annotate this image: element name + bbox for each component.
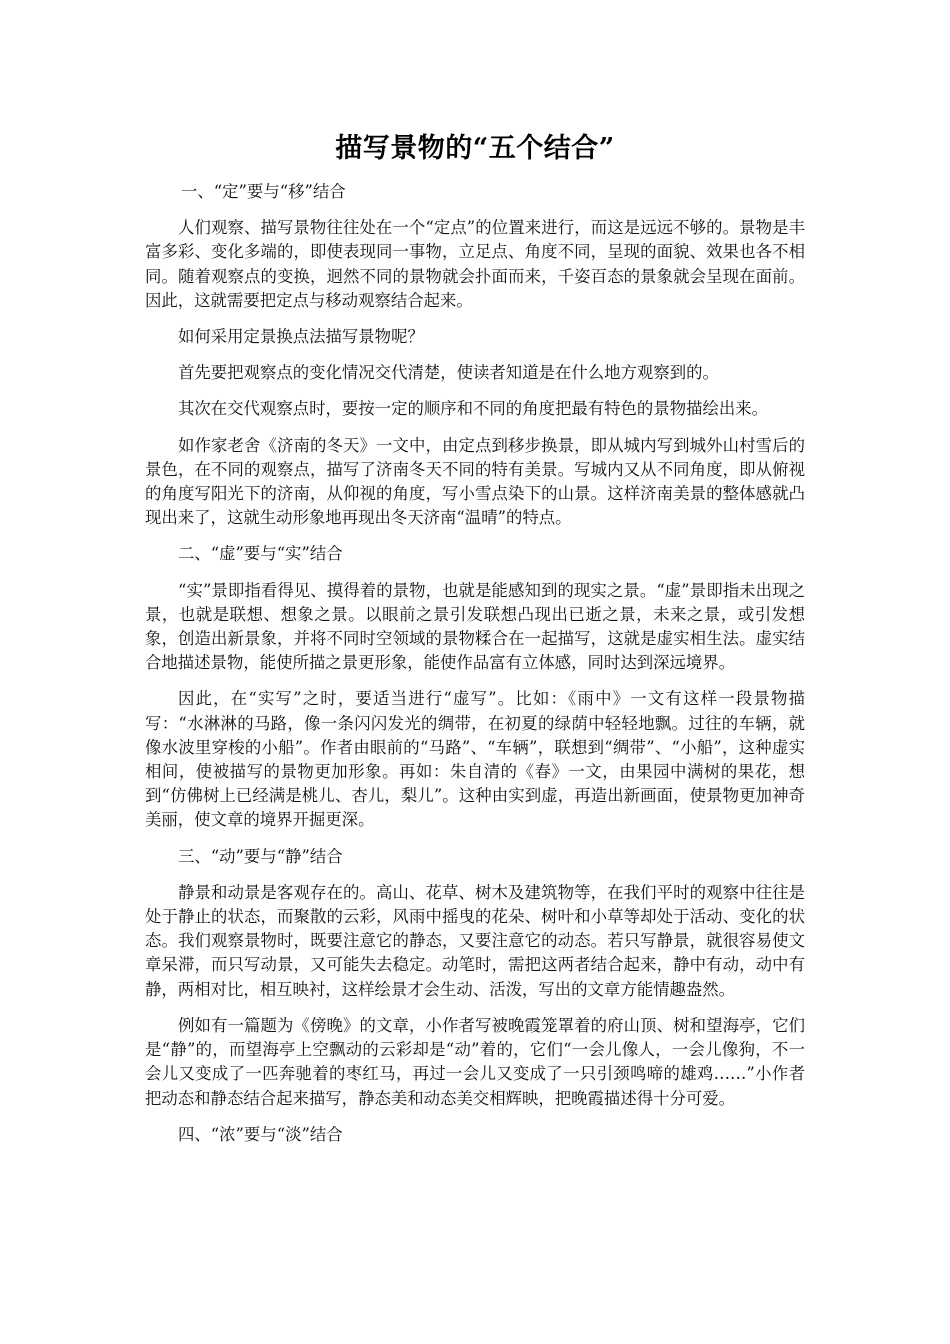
section-heading-2: 二、“虚”要与“实”结合 [178,544,343,564]
paragraph: 如作家老舍《济南的冬天》一文中，由定点到移步换景，即从城内写到城外山村雪后的景色，在不同的观察点，描写了济南冬天不同的特有美景。写城内又从不同角度，即从俯视的角度写阳光下的济南，从仰视的角度，写小雪点染下的山景。这样济南美景的整体感就凸现出来了，这就生动形象地再现出冬天济南“温晴”的特点。 [145,435,805,528]
section-heading-4: 四、“浓”要与“淡”结合 [178,1124,343,1144]
paragraph: 首先要把观察点的变化情况交代清楚，使读者知道是在什么地方观察到的。 [178,363,719,383]
paragraph: 静景和动景是客观存在的。高山、花草、树木及建筑物等，在我们平时的观察中往往是处于静止的状态，而聚散的云彩，风雨中摇曳的花朵、树叶和小草等却处于活动、变化的状态。我们观察景物时，既要注意它的静态，又要注意它的动态。若只写静景，就很容易使文章呆滞，而只写动景，又可能失去稳定。动笔时，需把这两者结合起来，静中有动，动中有静，两相对比，相互映衬，这样绘景才会生动、活泼，写出的文章方能情趣盎然。 [145,882,805,999]
paragraph: “实”景即指看得见、摸得着的景物，也就是能感知到的现实之景。“虚”景即指未出现之景，也就是联想、想象之景。以眼前之景引发联想凸现出已逝之景，未来之景，或引发想象，创造出新景象，并将不同时空领域的景物糅合在一起描写，这就是虚实相生法。虚实结合地描述景物，能使所描之景更形象，能使作品富有立体感，同时达到深远境界。 [145,580,805,673]
document-body [145,180,805,1159]
paragraph: 因此，在“实写”之时，要适当进行“虚写”。比如：《雨中》一文有这样一段景物描写：“水淋淋的马路，像一条闪闪发光的绸带，在初夏的绿荫中轻轻地飘。过往的车辆，就像水波里穿梭的小船”。作者由眼前的“马路”、“车辆”，联想到“绸带”、“小船”，这种虚实相间，使被描写的景物更加形象。再如：朱自清的《春》一文，由果园中满树的果花，想到“仿佛树上已经满是桃儿、杏儿，梨儿”。这种由实到虚，再造出新画面，使景物更加神奇美丽，使文章的境界开掘更深。 [145,689,805,830]
document-title: 描写景物的“五个结合” [335,133,615,164]
paragraph: 其次在交代观察点时，要按一定的顺序和不同的角度把最有特色的景物描绘出来。 [178,399,769,419]
paragraph: 人们观察、描写景物往往处在一个“定点”的位置来进行，而这是远远不够的。景物是丰富多彩、变化多端的，即使表现同一事物，立足点、角度不同，呈现的面貌、效果也各不相同。随着观察点的变换，迥然不同的景物就会扑面而来，千姿百态的景象就会呈现在面前。因此，这就需要把定点与移动观察结合起来。 [145,218,805,310]
section-heading-3: 三、“动”要与“静”结合 [178,846,343,866]
paragraph: 例如有一篇题为《傍晚》的文章，小作者写被晚霞笼罩着的府山顶、树和望海亭，它们是“静”的，而望海亭上空飘动的云彩却是“动”着的，它们“一会儿像人，一会儿像狗，不一会儿又变成了一匹奔驰着的枣红马，再过一会儿又变成了一只引颈鸣啼的雄鸡……”小作者把动态和静态结合起来描写，静态美和动态美交相辉映，把晚霞描述得十分可爱。 [145,1015,805,1108]
section-heading-1: 一、“定”要与“移”结合 [181,182,346,201]
paragraph: 如何采用定景换点法描写景物呢？ [178,327,424,347]
